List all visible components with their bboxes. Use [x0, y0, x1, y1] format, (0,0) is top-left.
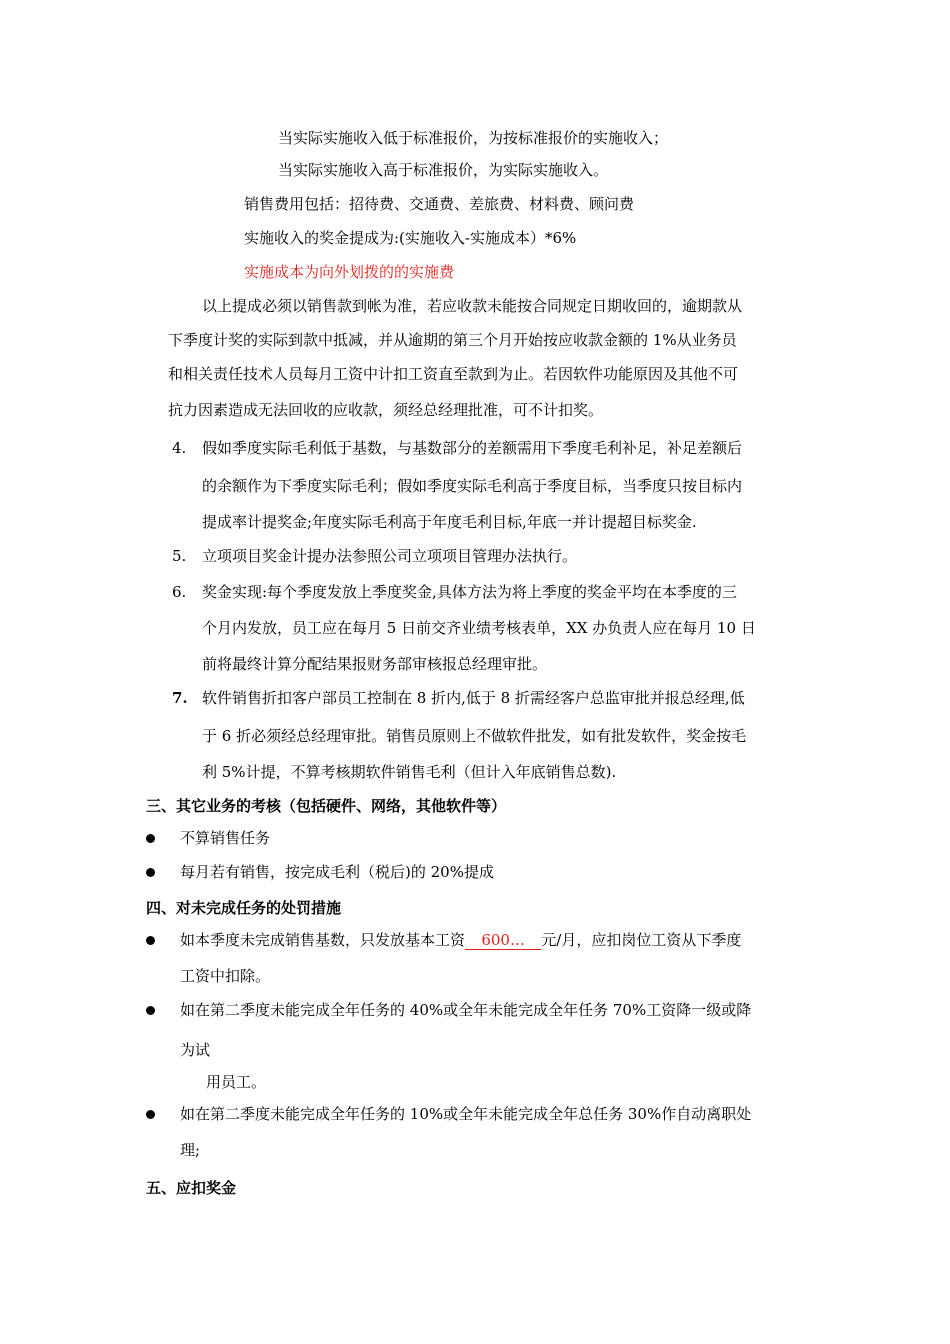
bullet-text: 用员工。: [206, 1073, 267, 1091]
salary-text-post: 元/月，应扣岗位工资从下季度: [541, 931, 742, 949]
list-number: 6.: [172, 583, 187, 601]
list-number: 5.: [172, 547, 187, 565]
section-heading: 四、对未完成任务的处罚措施: [146, 899, 342, 917]
bullet-text: 每月若有销售，按完成毛利（税后)的 20%提成: [180, 863, 494, 881]
bullet-text: 为试: [180, 1041, 211, 1059]
bullet-text: 不算销售任务: [180, 829, 271, 847]
list-item-line: 个月内发放，员工应在每月 5 日前交齐业绩考核表单，XX 办负责人应在每月 10 日: [202, 619, 756, 637]
bullet-text: [180, 930, 741, 950]
list-item-line: 的余额作为下季度实际毛利；假如季度实际毛利高于季度目标，当季度只按目标内: [202, 477, 743, 495]
list-item-line: 软件销售折扣客户部员工控制在 8 折内,低于 8 折需经客户总监审批并报总经理,低: [202, 689, 745, 707]
list-number: 4.: [172, 439, 187, 457]
bullet-text: 如在第二季度未能完成全年任务的 10%或全年未能完成全年总任务 30%作自动离职处: [180, 1105, 752, 1123]
salary-text-pre: 如本季度未完成销售基数，只发放基本工资: [180, 931, 466, 949]
list-item-line: 于 6 折必须经总经理审批。销售员原则上不做软件批发，如有批发软件，奖金按毛: [202, 727, 747, 745]
list-item-line: 利 5%计提，不算考核期软件销售毛利（但计入年底销售总数).: [202, 763, 617, 781]
list-item-line: 前将最终计算分配结果报财务部审核报总经理审批。: [202, 655, 548, 673]
text-line: 实施收入的奖金提成为:(实施收入-实施成本）*6%: [244, 229, 577, 247]
bullet-icon: [146, 868, 155, 877]
paragraph-line: 和相关责任技术人员每月工资中计扣工资直至款到为止。若因软件功能原因及其他不可: [168, 365, 739, 383]
list-item-line: 提成率计提奖金;年度实际毛利高于年度毛利目标,年底一并计提超目标奖金.: [202, 513, 697, 531]
bullet-text: 理;: [180, 1141, 201, 1159]
bullet-icon: [146, 1006, 155, 1015]
salary-amount-value: 600…: [481, 931, 525, 949]
paragraph-line: 抗力因素造成无法回收的应收款，须经总经理批准，可不计扣奖。: [168, 401, 604, 419]
salary-amount: [465, 931, 541, 950]
highlight-line: 实施成本为向外划拨的的实施费: [244, 263, 455, 281]
bullet-text: 如在第二季度未能完成全年任务的 40%或全年未能完成全年任务 70%工资降一级或降: [180, 1001, 752, 1019]
text-line: 当实际实施收入高于标准报价，为实际实施收入。: [278, 161, 609, 179]
bullet-icon: [146, 936, 155, 945]
text-line: 当实际实施收入低于标准报价，为按标准报价的实施收入；: [278, 129, 669, 147]
list-number: 7.: [172, 689, 188, 707]
bullet-icon: [146, 834, 155, 843]
section-heading: 三、其它业务的考核（包括硬件、网络，其他软件等）: [146, 797, 507, 815]
list-item-line: 假如季度实际毛利低于基数，与基数部分的差额需用下季度毛利补足，补足差额后: [202, 439, 743, 457]
list-item-line: 奖金实现:每个季度发放上季度奖金,具体方法为将上季度的奖金平均在本季度的三: [202, 583, 737, 601]
list-item-line: 立项项目奖金计提办法参照公司立项项目管理办法执行。: [202, 547, 578, 565]
bullet-icon: [146, 1110, 155, 1119]
paragraph-line: 以上提成必须以销售款到帐为准，若应收款未能按合同规定日期收回的，逾期款从: [202, 297, 743, 315]
section-heading: 五、应扣奖金: [146, 1179, 237, 1197]
paragraph-line: 下季度计奖的实际到款中抵减，并从逾期的第三个月开始按应收款金额的 1%从业务员: [168, 331, 737, 349]
bullet-text: 工资中扣除。: [180, 967, 271, 985]
text-line: 销售费用包括：招待费、交通费、差旅费、材料费、顾问费: [244, 195, 635, 213]
